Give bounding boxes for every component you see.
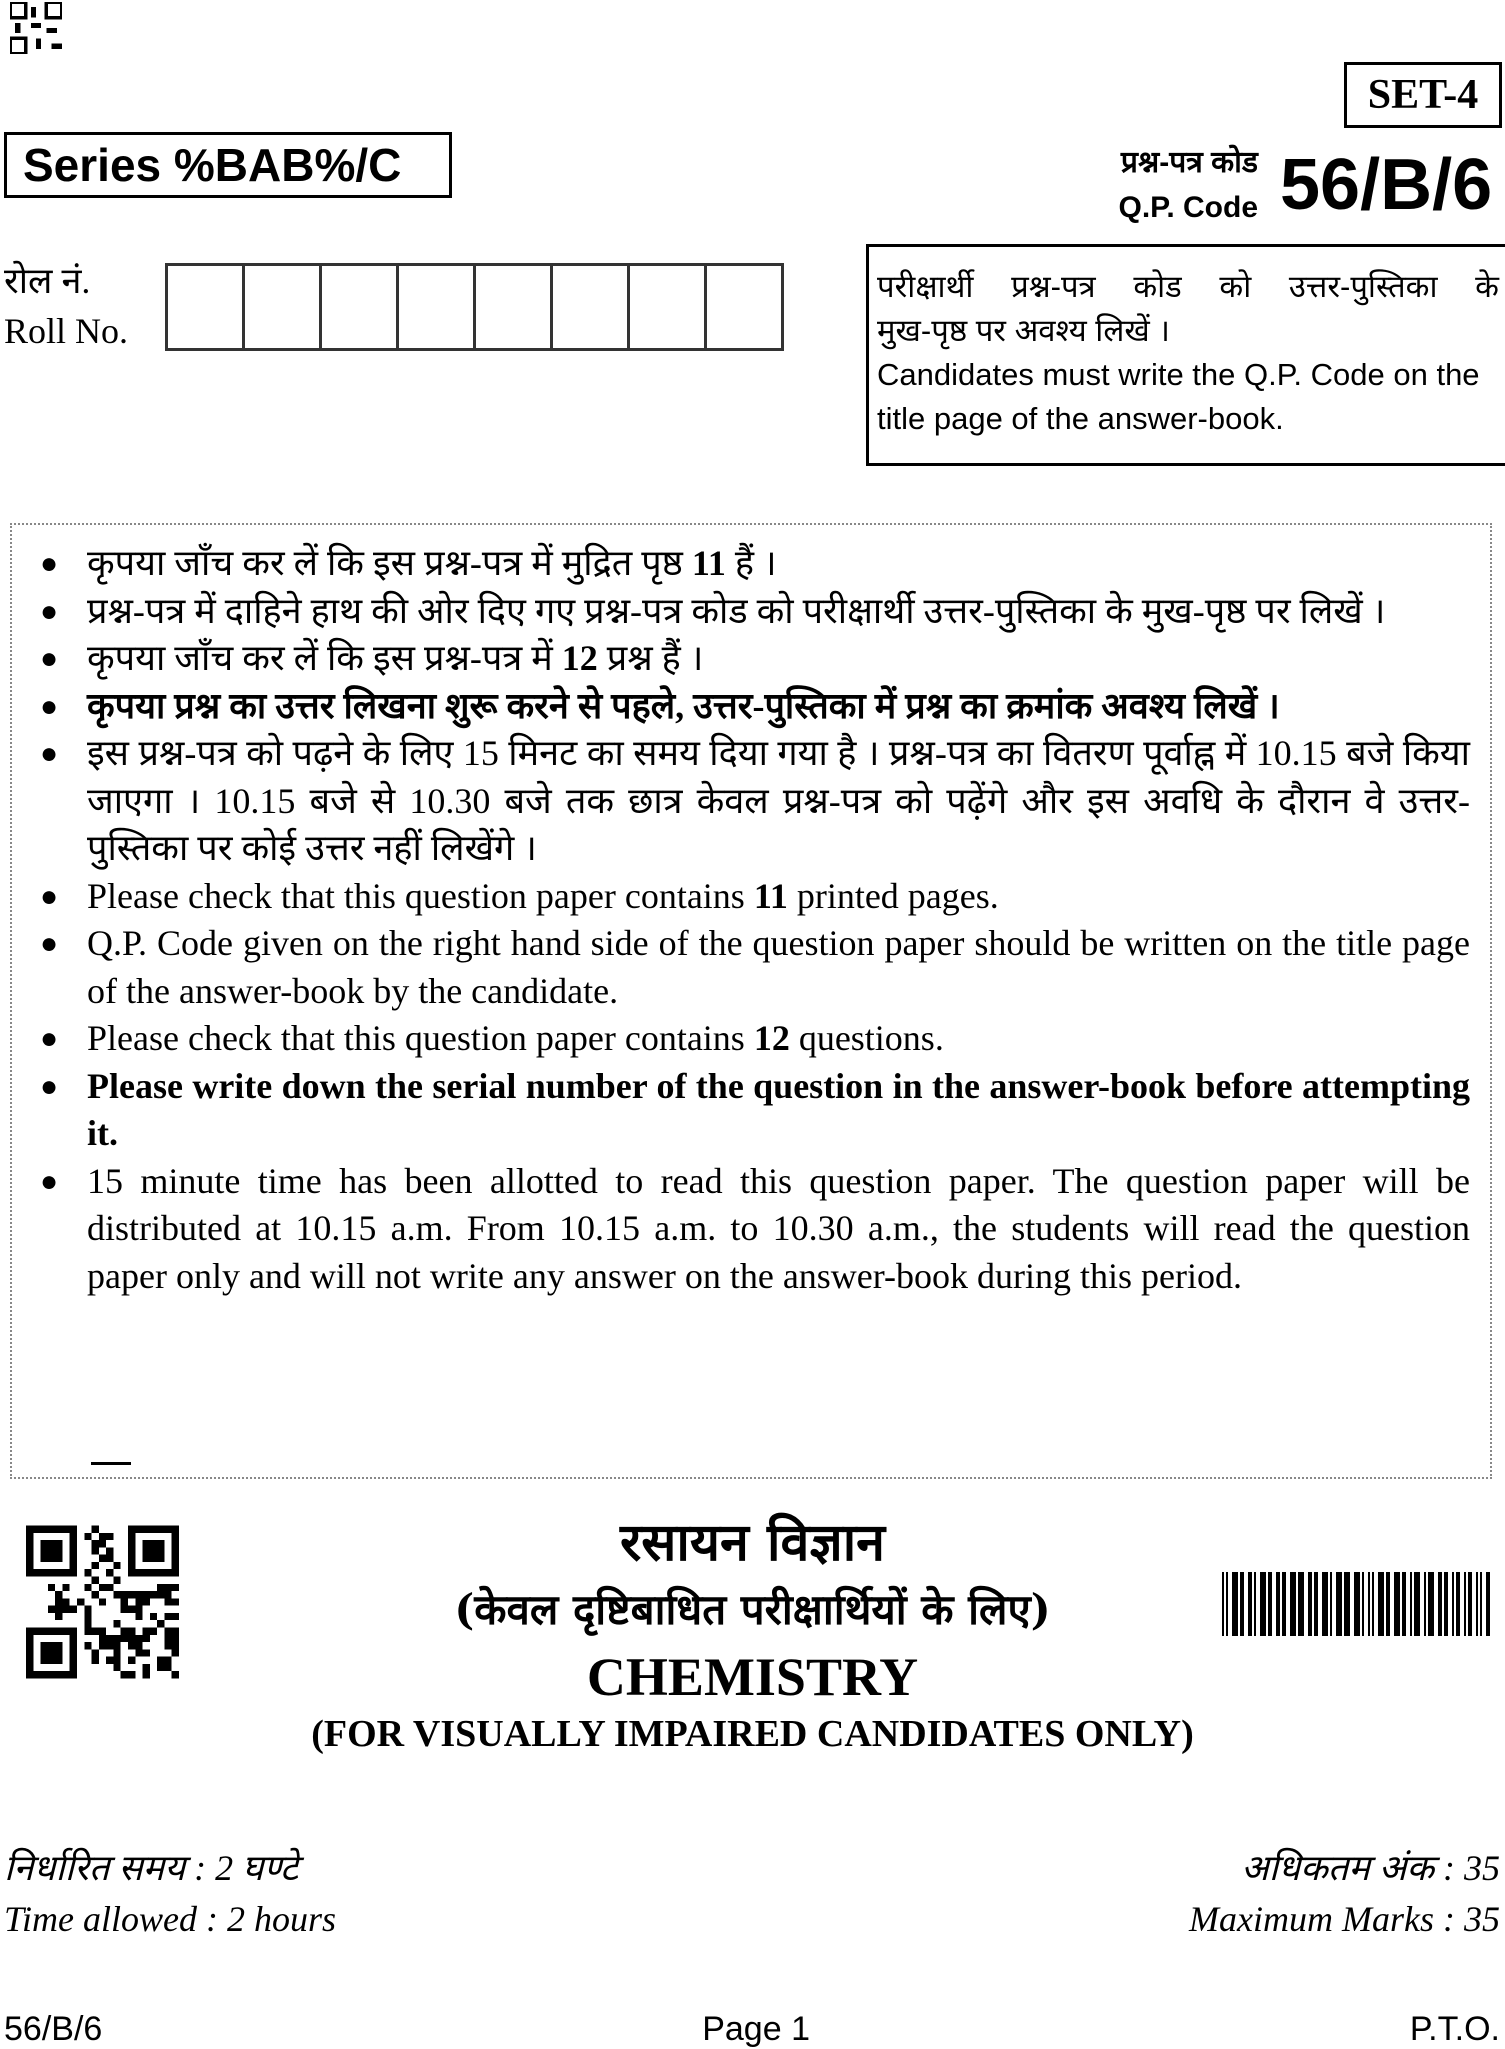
barcode-bar <box>1452 1572 1454 1636</box>
barcode-bar <box>1378 1572 1384 1636</box>
instructions-list <box>40 540 1470 1300</box>
qp-code-label-english: Q.P. Code <box>1118 191 1258 224</box>
barcode-icon <box>1222 1572 1494 1636</box>
exam-meta-english <box>4 1898 1500 1940</box>
barcode-bar <box>1362 1572 1364 1636</box>
barcode-bar <box>1414 1572 1420 1636</box>
qp-code-label-hindi: प्रश्न-पत्र कोड <box>1120 146 1258 179</box>
footer-pto: P.T.O. <box>1409 2010 1500 2048</box>
instruction-text-part: Please write down the serial number of the question in the answer-book before attempting it. <box>87 1065 1470 1153</box>
barcode-bar <box>1344 1572 1350 1636</box>
barcode-bar <box>1424 1572 1426 1636</box>
instruction-text <box>87 635 1470 683</box>
instruction-item <box>40 1063 1470 1158</box>
instruction-text <box>87 730 1470 873</box>
instruction-text-part: हैं । <box>725 543 777 583</box>
instruction-emphasis: 12 <box>753 1018 790 1058</box>
instruction-text <box>87 873 1470 921</box>
time-allowed-english: Time allowed : 2 hours <box>4 1899 337 1939</box>
exam-meta-hindi <box>4 1842 1500 1891</box>
roll-digit-box[interactable] <box>707 266 781 348</box>
qr-code-icon <box>10 2 62 54</box>
roll-digit-box[interactable] <box>168 266 245 348</box>
instruction-text <box>87 1158 1470 1301</box>
instruction-text-part: Please check that this question paper contains <box>87 875 754 916</box>
instruction-item <box>40 873 1470 921</box>
barcode-bar <box>1322 1572 1328 1636</box>
barcode-bar <box>1386 1572 1390 1636</box>
barcode-bar <box>1240 1572 1244 1636</box>
instruction-hindi-line2: मुख-पृष्ठ पर अवश्य लिखें । <box>877 313 1171 348</box>
bullet-icon: ● <box>40 1022 59 1055</box>
instruction-item <box>40 588 1470 636</box>
barcode-bar <box>1486 1572 1490 1636</box>
barcode-bar <box>1368 1572 1370 1636</box>
footer-page-number: Page 1 <box>702 2010 810 2048</box>
instruction-item <box>40 1158 1470 1301</box>
barcode-bar <box>1222 1572 1224 1636</box>
instruction-text <box>87 588 1470 636</box>
bullet-icon: ● <box>40 1164 59 1198</box>
instruction-text-part: Please check that this question paper contains <box>87 1018 754 1058</box>
barcode-bar <box>1444 1572 1448 1636</box>
instruction-item <box>40 730 1470 873</box>
barcode-bar <box>1476 1572 1478 1636</box>
subject-note-hindi: (केवल दृष्टिबाधित परीक्षार्थियों के लिए) <box>454 1585 1051 1634</box>
barcode-bar <box>1260 1572 1266 1636</box>
instruction-text-part: 15 minute time has been allotted to read this question paper. The question paper will be distributed at 10.15 a.m. From 10.15 a.m. to 10.30 a.m., the students will read the question paper only and will not write any answer on the answer-book during this period. <box>87 1160 1470 1296</box>
instruction-text-part: questions. <box>789 1018 944 1058</box>
instruction-item <box>40 635 1470 683</box>
barcode-bar <box>1394 1572 1400 1636</box>
instruction-emphasis: 11 <box>691 543 726 583</box>
barcode-bar <box>1402 1572 1406 1636</box>
instruction-english: Candidates must write the Q.P. Code on the title page of the answer-book. <box>877 357 1480 436</box>
barcode-bar <box>1468 1572 1472 1636</box>
instruction-emphasis: 11 <box>753 875 788 916</box>
roll-digit-box[interactable] <box>399 266 476 348</box>
barcode-bar <box>1282 1572 1286 1636</box>
instruction-text-part: कृपया जाँच कर लें कि इस प्रश्न-पत्र में मुद्रित पृष्ठ <box>87 543 692 583</box>
bullet-icon: ● <box>40 927 59 960</box>
instruction-text-part: प्रश्न हैं । <box>597 638 704 678</box>
roll-digit-box[interactable] <box>630 266 707 348</box>
bullet-icon: ● <box>40 1069 59 1103</box>
instruction-item <box>40 540 1470 588</box>
barcode-bar <box>1336 1572 1342 1636</box>
barcode-bar <box>1464 1572 1466 1636</box>
page-footer <box>4 2010 1500 2049</box>
barcode-bar <box>1232 1572 1238 1636</box>
instruction-text <box>87 1063 1470 1158</box>
qp-code-value: 56/B/6 <box>1280 145 1493 225</box>
barcode-bar <box>1438 1572 1442 1636</box>
roll-digit-box[interactable] <box>476 266 553 348</box>
instruction-text-part: कृपया जाँच कर लें कि इस प्रश्न-पत्र में <box>87 638 562 678</box>
instruction-text <box>87 540 1470 588</box>
barcode-bar <box>1428 1572 1434 1636</box>
qp-code-instruction-box <box>866 244 1505 466</box>
instruction-text-part: कृपया प्रश्न का उत्तर लिखना शुरू करने से पहले, उत्तर-पुस्तिका में प्रश्न का क्रमांक अवश्य लिखें । <box>87 685 1280 726</box>
footer-code: 56/B/6 <box>4 2010 103 2048</box>
series-label: Series %BAB%/C <box>4 132 452 198</box>
max-marks-english: Maximum Marks : 35 <box>1189 1899 1500 1939</box>
max-marks-hindi: अधिकतम अंक : 35 <box>1241 1848 1500 1888</box>
roll-digit-box[interactable] <box>322 266 399 348</box>
roll-digit-box[interactable] <box>553 266 630 348</box>
barcode-bar <box>1330 1572 1332 1636</box>
barcode-bar <box>1314 1572 1318 1636</box>
instruction-text <box>87 683 1470 731</box>
subject-title-english: CHEMISTRY <box>586 1647 919 1707</box>
barcode-bar <box>1290 1572 1296 1636</box>
time-allowed-hindi: निर्धारित समय : 2 घण्टे <box>4 1848 299 1888</box>
set-number-badge: SET-4 <box>1344 62 1502 128</box>
subject-title-hindi: रसायन विज्ञान <box>619 1512 886 1573</box>
barcode-bar <box>1410 1572 1412 1636</box>
roll-number-boxes <box>165 263 784 351</box>
instruction-text <box>87 920 1470 1015</box>
barcode-bar <box>1298 1572 1304 1636</box>
bullet-icon: ● <box>40 689 59 723</box>
instruction-text-part: printed pages. <box>787 875 999 916</box>
instruction-item <box>40 683 1470 731</box>
bullet-icon: ● <box>40 879 59 913</box>
qp-code-label <box>1000 140 1258 230</box>
barcode-bar <box>1268 1572 1272 1636</box>
roll-digit-box[interactable] <box>245 266 322 348</box>
instruction-hindi-line1: परीक्षार्थी प्रश्न-पत्र कोड को उत्तर-पुस्तिका के <box>877 269 1499 304</box>
instruction-text-part: प्रश्न-पत्र में दाहिने हाथ की ओर दिए गए प्रश्न-पत्र कोड को परीक्षार्थी उत्तर-पुस्तिका के मुख-पृष्ठ पर लिखें । <box>87 590 1386 631</box>
barcode-bar <box>1308 1572 1312 1636</box>
instruction-emphasis: 12 <box>561 638 598 678</box>
instruction-text <box>87 1015 1470 1063</box>
barcode-bar <box>1254 1572 1256 1636</box>
barcode-bar <box>1226 1572 1228 1636</box>
bullet-icon: ● <box>40 737 59 770</box>
barcode-bar <box>1480 1572 1482 1636</box>
barcode-bar <box>1354 1572 1360 1636</box>
bullet-icon: ● <box>40 594 59 628</box>
barcode-bar <box>1276 1572 1280 1636</box>
instruction-text-part: इस प्रश्न-पत्र को पढ़ने के लिए 15 मिनट का समय दिया गया है । प्रश्न-पत्र का वितरण पूर्वाह्न में 10.15 बजे किया जाएगा । 10.15 बजे से 10.30 बजे तक छात्र केवल प्रश्न-पत्र को पढ़ेंगे और इस अवधि के दौरान वे उत्तर-पुस्तिका पर कोई उत्तर नहीं लिखेंगे । <box>87 733 1470 868</box>
instruction-item <box>40 920 1470 1015</box>
roll-number-label <box>4 256 128 356</box>
instruction-text-part: Q.P. Code given on the right hand side of the question paper should be written on the title page of the answer-book by the candidate. <box>87 923 1470 1011</box>
bullet-icon: ● <box>40 642 59 675</box>
barcode-bar <box>1456 1572 1460 1636</box>
subject-note-english: (FOR VISUALLY IMPAIRED CANDIDATES ONLY) <box>311 1713 1194 1755</box>
barcode-bar <box>1248 1572 1252 1636</box>
instruction-item <box>40 1015 1470 1063</box>
roll-label-english: Roll No. <box>4 311 129 351</box>
bullet-icon: ● <box>40 547 59 580</box>
barcode-bar <box>1372 1572 1374 1636</box>
roll-label-hindi: रोल नं. <box>4 261 91 301</box>
divider-dash <box>91 1462 131 1465</box>
